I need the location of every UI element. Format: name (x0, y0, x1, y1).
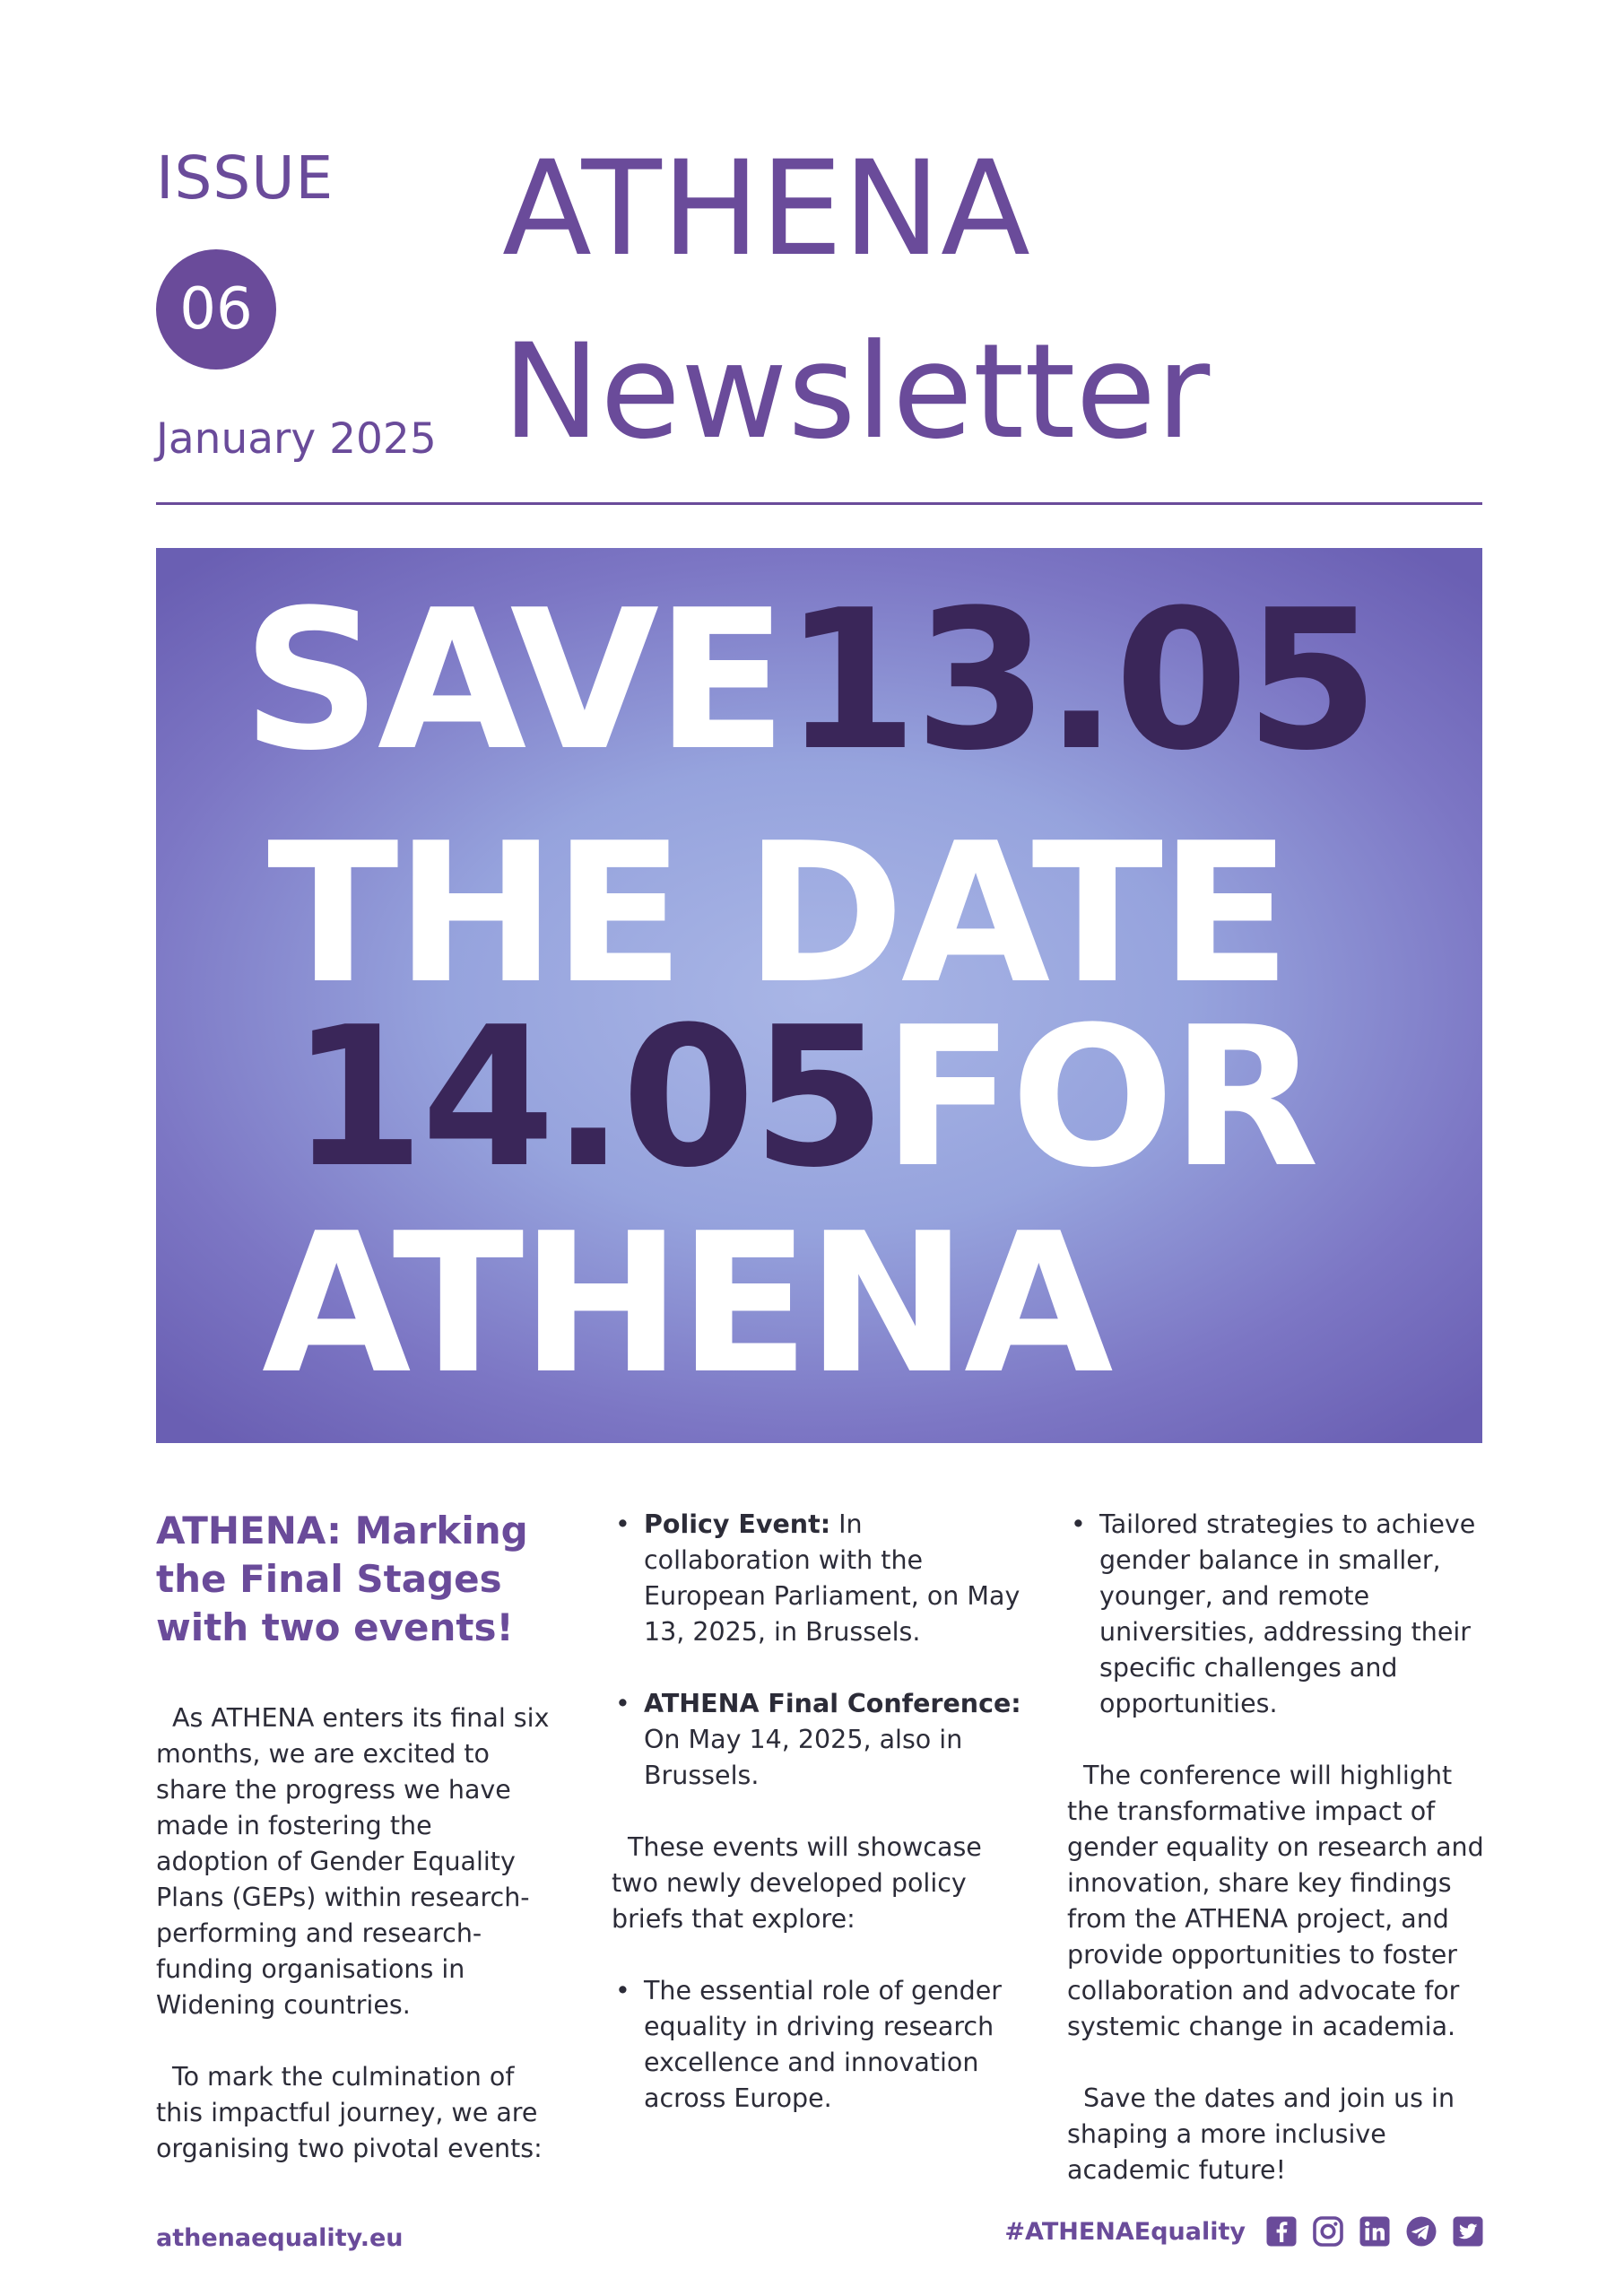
header-divider (156, 502, 1482, 505)
briefs-list-continued (1067, 1507, 1489, 1722)
issue-label: ISSUE (156, 144, 334, 213)
events-list (612, 1507, 1024, 1794)
issue-date: January 2025 (156, 414, 437, 464)
telegram-icon[interactable] (1405, 2215, 1437, 2248)
banner-save: SAVE (242, 568, 784, 793)
article-closing: Save the dates and join us in shaping a more inclusive academic future! (1067, 2083, 1455, 2185)
event-text: On May 14, 2025, also in Brussels. (644, 1725, 963, 1790)
instagram-icon[interactable] (1312, 2215, 1344, 2248)
newsletter-title-line2: Newsletter (502, 316, 1211, 468)
article-conference: The conference will highlight the transformative impact of gender equality on research and innovation, share key findings from the ATHENA project, and provide opportunities to foster collaboration and advocate for systemic change in academia. (1067, 1761, 1484, 2041)
event-label: Policy Event: (644, 1509, 831, 1539)
article-heading: ATHENA: Marking the Final Stages with two events! (156, 1509, 528, 1649)
banner-line-1 (242, 568, 1482, 793)
linkedin-icon[interactable] (1359, 2215, 1391, 2248)
banner-athena: ATHENA (262, 1191, 1110, 1416)
banner-date-1: 13.05 (783, 568, 1376, 793)
article-showcase: These events will showcase two newly developed policy briefs that explore: (612, 1832, 982, 1934)
article-column-1 (156, 1507, 551, 2203)
event-label: ATHENA Final Conference: (644, 1689, 1021, 1718)
brief-item: • Tailored strategies to achieve gender balance in smaller, younger, and remote universities, addressing their specific challenges and opportunities. (1067, 1507, 1489, 1722)
banner-date-2: 14.05 (291, 985, 883, 1210)
banner-the-date: THE DATE (267, 801, 1289, 1026)
hashtag: #ATHENAEquality (1004, 2217, 1246, 2246)
website-link[interactable]: athenaequality.eu (156, 2224, 404, 2252)
brief-item: • The essential role of gender equality in driving research excellence and innovation across Europe. (612, 1973, 1024, 2117)
twitter-icon[interactable] (1452, 2215, 1484, 2248)
event-item-conference (612, 1686, 1024, 1794)
issue-number-badge: 06 (156, 249, 276, 370)
facebook-icon[interactable] (1265, 2215, 1298, 2248)
briefs-list (612, 1973, 1024, 2117)
article-column-2 (612, 1507, 1024, 2152)
footer-social (1004, 2215, 1484, 2248)
event-text: In collaboration with the European Parliament, on May 13, 2025, in Brussels. (644, 1509, 1020, 1647)
event-item-policy (612, 1507, 1024, 1650)
newsletter-title-line1: ATHENA (502, 133, 1030, 285)
article-mark: To mark the culmination of this impactful journey, we are organising two pivotal events: (156, 2062, 543, 2163)
article-column-3 (1067, 1507, 1489, 2224)
banner-line-3 (291, 985, 1482, 1210)
article-intro: As ATHENA enters its final six months, we are excited to share the progress we have made in fostering the adoption of Gender Equality Plans (GEPs) within research-performing and research-funding organisations in Widening countries. (156, 1703, 550, 2020)
save-the-date-banner (156, 548, 1482, 1443)
banner-for: FOR (882, 985, 1316, 1210)
